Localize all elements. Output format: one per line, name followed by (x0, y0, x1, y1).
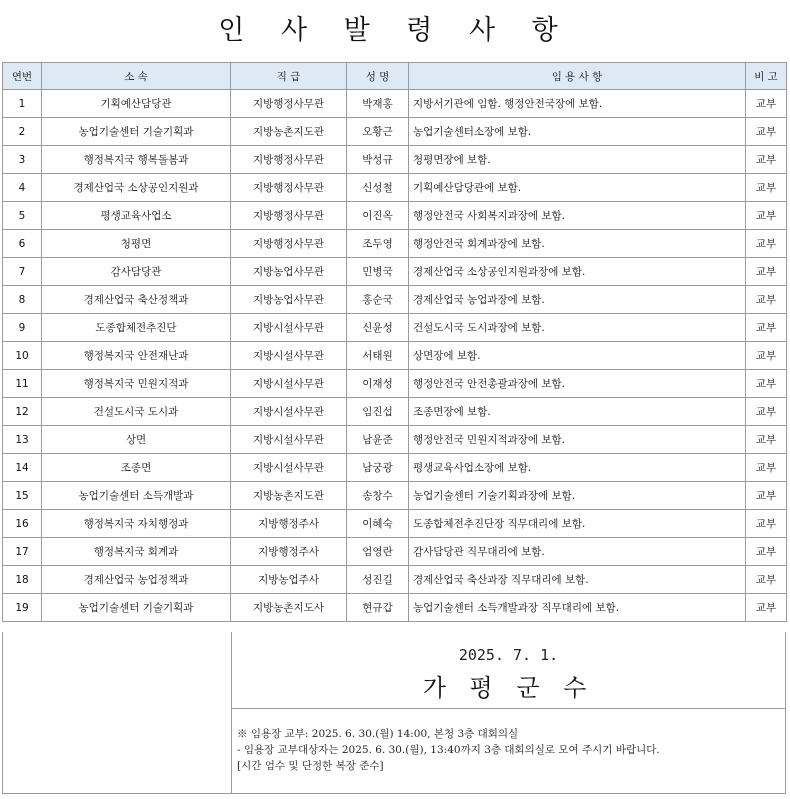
header-dept: 소 속 (42, 63, 231, 90)
cell-appointment: 평생교육사업소장에 보함. (409, 454, 746, 482)
cell-note: 교부 (746, 482, 787, 510)
cell-appointment: 지방서기관에 임함. 행정안전국장에 보함. (409, 90, 746, 118)
cell-appointment: 행정안전국 민원지적과장에 보함. (409, 426, 746, 454)
cell-rank: 지방행정주사 (231, 538, 347, 566)
table-row (3, 230, 787, 258)
cell-rank: 지방농촌지도관 (231, 482, 347, 510)
cell-no: 8 (3, 286, 42, 314)
cell-rank: 지방농업사무관 (231, 258, 347, 286)
cell-note: 교부 (746, 510, 787, 538)
cell-rank: 지방시설사무관 (231, 314, 347, 342)
cell-note: 교부 (746, 286, 787, 314)
cell-rank: 지방시설사무관 (231, 454, 347, 482)
cell-name: 현규갑 (347, 594, 409, 622)
cell-name: 임진섭 (347, 398, 409, 426)
cell-no: 19 (3, 594, 42, 622)
cell-dept: 경제산업국 소상공인지원과 (42, 174, 231, 202)
cell-note: 교부 (746, 426, 787, 454)
cell-note: 교부 (746, 454, 787, 482)
cell-name: 남윤준 (347, 426, 409, 454)
cell-dept: 도종합체전추진단 (42, 314, 231, 342)
cell-note: 교부 (746, 370, 787, 398)
cell-appointment: 기획예산담당관에 보함. (409, 174, 746, 202)
cell-no: 18 (3, 566, 42, 594)
cell-rank: 지방행정사무관 (231, 174, 347, 202)
cell-dept: 건설도시국 도시과 (42, 398, 231, 426)
cell-appointment: 행정안전국 회계과장에 보함. (409, 230, 746, 258)
cell-appointment: 청평면장에 보함. (409, 146, 746, 174)
table-row (3, 314, 787, 342)
cell-no: 11 (3, 370, 42, 398)
cell-name: 이진옥 (347, 202, 409, 230)
cell-no: 16 (3, 510, 42, 538)
cell-note: 교부 (746, 174, 787, 202)
cell-no: 6 (3, 230, 42, 258)
ceremony-notes (237, 726, 783, 774)
cell-rank: 지방농업주사 (231, 566, 347, 594)
cell-name: 엄영란 (347, 538, 409, 566)
cell-rank: 지방농업사무관 (231, 286, 347, 314)
table-row (3, 202, 787, 230)
cell-dept: 농업기술센터 기술기획과 (42, 594, 231, 622)
table-row (3, 118, 787, 146)
cell-dept: 행정복지국 행복돌봄과 (42, 146, 231, 174)
cell-appointment: 농업기술센터 소득개발과장 직무대리에 보함. (409, 594, 746, 622)
cell-note: 교부 (746, 314, 787, 342)
cell-appointment: 경제산업국 소상공인지원과장에 보함. (409, 258, 746, 286)
cell-appointment: 경제산업국 축산과장 직무대리에 보함. (409, 566, 746, 594)
table-row (3, 286, 787, 314)
cell-rank: 지방행정사무관 (231, 202, 347, 230)
cell-no: 13 (3, 426, 42, 454)
cell-name: 송창수 (347, 482, 409, 510)
table-row (3, 370, 787, 398)
cell-appointment: 경제산업국 농업과장에 보함. (409, 286, 746, 314)
document-title: 인 사 발 령 사 항 (218, 15, 572, 46)
table-row (3, 398, 787, 426)
cell-note: 교부 (746, 398, 787, 426)
cell-note: 교부 (746, 594, 787, 622)
cell-name: 민병국 (347, 258, 409, 286)
cell-appointment: 감사담당관 직무대리에 보함. (409, 538, 746, 566)
cell-dept: 기획예산담당관 (42, 90, 231, 118)
cell-note: 교부 (746, 566, 787, 594)
cell-note: 교부 (746, 538, 787, 566)
table-body (3, 90, 787, 622)
cell-dept: 청평면 (42, 230, 231, 258)
table-row (3, 594, 787, 622)
cell-appointment: 조종면장에 보함. (409, 398, 746, 426)
cell-rank: 지방시설사무관 (231, 342, 347, 370)
cell-no: 5 (3, 202, 42, 230)
note-line: - 임용장 교부대상자는 2025. 6. 30.(월), 13:40까지 3층 대회의실로 모여 주시기 바랍니다. (237, 744, 660, 756)
footer-divider-horizontal (231, 708, 786, 709)
cell-rank: 지방행정사무관 (231, 230, 347, 258)
cell-dept: 행정복지국 회계과 (42, 538, 231, 566)
cell-name: 신윤성 (347, 314, 409, 342)
cell-appointment: 상면장에 보함. (409, 342, 746, 370)
cell-note: 교부 (746, 118, 787, 146)
table-header-row (3, 63, 787, 90)
signer-name: 가 평 군 수 (422, 674, 595, 702)
cell-no: 12 (3, 398, 42, 426)
header-no: 연번 (3, 63, 42, 90)
table-row (3, 426, 787, 454)
cell-note: 교부 (746, 230, 787, 258)
cell-name: 성진길 (347, 566, 409, 594)
cell-no: 1 (3, 90, 42, 118)
header-name: 성 명 (347, 63, 409, 90)
cell-name: 홍순국 (347, 286, 409, 314)
table-row (3, 342, 787, 370)
cell-appointment: 도종합체전추진단장 직무대리에 보함. (409, 510, 746, 538)
cell-dept: 농업기술센터 소득개발과 (42, 482, 231, 510)
cell-note: 교부 (746, 90, 787, 118)
cell-name: 서태원 (347, 342, 409, 370)
cell-appointment: 농업기술센터 기술기획과장에 보함. (409, 482, 746, 510)
appointment-table (2, 62, 787, 622)
cell-note: 교부 (746, 146, 787, 174)
cell-dept: 경제산업국 축산정책과 (42, 286, 231, 314)
cell-dept: 행정복지국 안전재난과 (42, 342, 231, 370)
cell-dept: 농업기술센터 기술기획과 (42, 118, 231, 146)
table-row (3, 146, 787, 174)
footer-section (2, 632, 786, 794)
note-line: [시간 엄수 및 단정한 복장 준수] (237, 760, 384, 772)
issue-date: 2025. 7. 1. (458, 646, 559, 664)
cell-dept: 조종면 (42, 454, 231, 482)
cell-rank: 지방농촌지도사 (231, 594, 347, 622)
cell-no: 15 (3, 482, 42, 510)
cell-dept: 경제산업국 농업정책과 (42, 566, 231, 594)
cell-appointment: 농업기술센터소장에 보함. (409, 118, 746, 146)
cell-no: 2 (3, 118, 42, 146)
cell-name: 오황근 (347, 118, 409, 146)
cell-no: 9 (3, 314, 42, 342)
cell-rank: 지방시설사무관 (231, 426, 347, 454)
table-row (3, 510, 787, 538)
table-row (3, 174, 787, 202)
cell-name: 남궁광 (347, 454, 409, 482)
cell-dept: 평생교육사업소 (42, 202, 231, 230)
cell-appointment: 행정안전국 안전총괄과장에 보함. (409, 370, 746, 398)
table-row (3, 538, 787, 566)
cell-name: 박성규 (347, 146, 409, 174)
cell-no: 17 (3, 538, 42, 566)
cell-note: 교부 (746, 202, 787, 230)
cell-name: 이재성 (347, 370, 409, 398)
cell-dept: 감사담당관 (42, 258, 231, 286)
cell-rank: 지방행정사무관 (231, 90, 347, 118)
table-row (3, 90, 787, 118)
cell-name: 박재홍 (347, 90, 409, 118)
cell-no: 10 (3, 342, 42, 370)
cell-dept: 상면 (42, 426, 231, 454)
cell-rank: 지방시설사무관 (231, 370, 347, 398)
cell-appointment: 행정안전국 사회복지과장에 보함. (409, 202, 746, 230)
table-row (3, 454, 787, 482)
cell-dept: 행정복지국 자치행정과 (42, 510, 231, 538)
cell-name: 이혜숙 (347, 510, 409, 538)
cell-note: 교부 (746, 258, 787, 286)
table-row (3, 482, 787, 510)
header-appointment: 임 용 사 항 (409, 63, 746, 90)
cell-no: 3 (3, 146, 42, 174)
cell-no: 4 (3, 174, 42, 202)
cell-rank: 지방시설사무관 (231, 398, 347, 426)
cell-name: 조두영 (347, 230, 409, 258)
table-row (3, 566, 787, 594)
cell-rank: 지방농촌지도관 (231, 118, 347, 146)
cell-no: 7 (3, 258, 42, 286)
header-note: 비 고 (746, 63, 787, 90)
cell-rank: 지방행정주사 (231, 510, 347, 538)
cell-name: 신성철 (347, 174, 409, 202)
cell-rank: 지방행정사무관 (231, 146, 347, 174)
header-rank: 직 급 (231, 63, 347, 90)
cell-no: 14 (3, 454, 42, 482)
table-row (3, 258, 787, 286)
cell-dept: 행정복지국 민원지적과 (42, 370, 231, 398)
cell-note: 교부 (746, 342, 787, 370)
note-line: ※ 임용장 교부: 2025. 6. 30.(월) 14:00, 본청 3층 대회의실 (237, 728, 519, 740)
cell-appointment: 건설도시국 도시과장에 보함. (409, 314, 746, 342)
